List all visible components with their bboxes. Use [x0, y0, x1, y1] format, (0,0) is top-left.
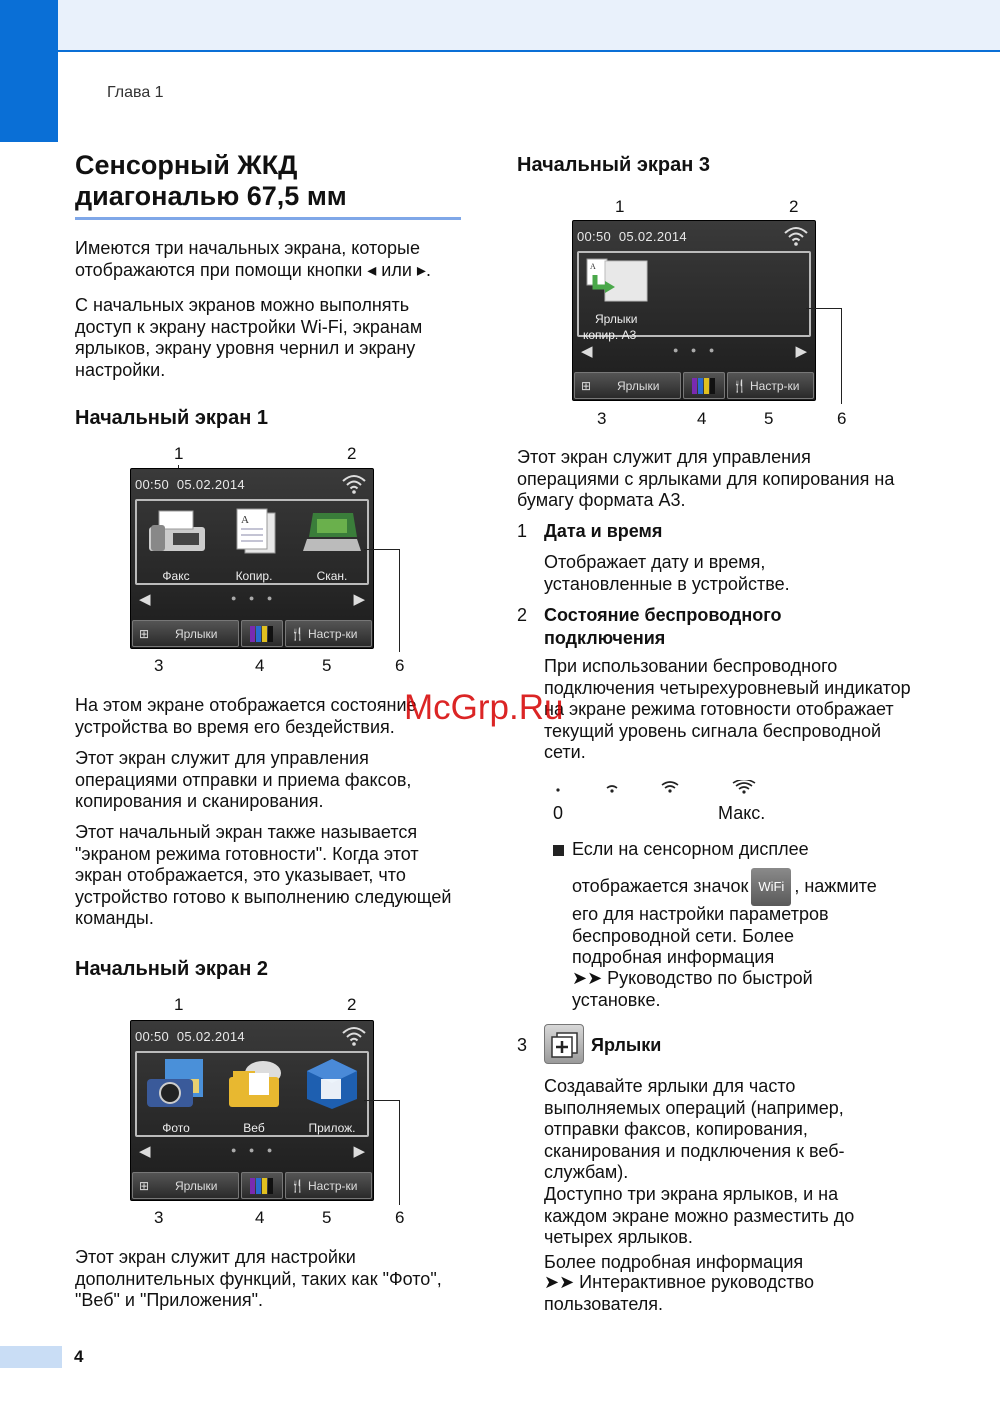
shortcuts-label: Ярлыки [175, 627, 218, 641]
callout-3: 3 [154, 1208, 164, 1227]
plus-icon: ⊞ [139, 627, 150, 641]
lcd-datetime: 00:50 05.02.2014 [135, 477, 245, 492]
fax-icon [141, 505, 211, 559]
photo-tile[interactable] [139, 1057, 213, 1135]
item3-ref: ➤➤ Интерактивное руководство пользователя. [544, 1272, 815, 1314]
tools-icon: 🍴 [290, 1179, 305, 1193]
scan-tile[interactable] [295, 505, 369, 583]
settings-label: Настр-ки [308, 627, 358, 641]
lcd-home-screen-1 [130, 468, 374, 649]
leader-line [806, 308, 842, 309]
fax-label: Факс [162, 569, 190, 583]
bullet-rest: его для настройки параметров беспроводной сети. Более подробная информация [572, 904, 829, 967]
wifi-badge-icon[interactable]: WiFi [751, 868, 791, 906]
shortcuts-plus-icon [544, 1024, 584, 1064]
leader-line [841, 308, 842, 404]
signal-levels-legend [550, 780, 780, 800]
shortcuts-label: Ярлыки [175, 1179, 218, 1193]
section-title-line1: Сенсорный ЖКД [75, 150, 298, 180]
shortcuts-button[interactable] [132, 1172, 239, 1199]
callout-5: 5 [322, 1208, 332, 1227]
tools-icon: 🍴 [732, 379, 747, 393]
item1-title: Дата и время [544, 521, 663, 541]
item3-text-2: Доступно три экрана ярлыков, и на каждом экране можно разместить до четырех ярлыков. [544, 1184, 855, 1247]
ink-level-icon [692, 378, 718, 394]
signal-0-icon [556, 788, 559, 791]
chapter-label: Глава 1 [107, 84, 164, 101]
item2-text: При использовании беспроводного подключения четырехуровневый индикатор на экране режима готовности отображает текущий уровень сигнала беспроводной сети. [544, 656, 911, 762]
shortcuts-button[interactable] [574, 372, 681, 399]
leader-line [364, 549, 400, 550]
web-tile[interactable] [217, 1057, 291, 1135]
copy-tile[interactable] [217, 505, 291, 583]
settings-button[interactable] [285, 1172, 372, 1199]
screen3-desc: Этот экран служит для управления операциями с ярлыками для копирования на бумагу формата A3. [517, 447, 895, 510]
item3-title: Ярлыки [591, 1035, 662, 1055]
item3-text-1: Создавайте ярлыки для часто выполняемых операций (например, отправки факсов, копирования, сканирования и подключения к веб-службам). [544, 1076, 845, 1182]
photo-label: Фото [162, 1121, 190, 1135]
a3-copy-label [581, 311, 661, 343]
watermark: McGrp.Ru [404, 688, 564, 727]
screen2-desc: Этот экран служит для настройки дополнительных функций, таких как "Фото", "Веб" и "Приложения". [75, 1247, 442, 1310]
settings-label: Настр-ки [308, 1179, 358, 1193]
settings-button[interactable] [285, 620, 372, 647]
plus-icon: ⊞ [581, 379, 592, 393]
shortcuts-label: Ярлыки [617, 379, 660, 393]
page-nav [131, 1142, 373, 1160]
wifi-signal-icon[interactable] [341, 1025, 367, 1050]
section-title [75, 150, 461, 212]
header-band [58, 0, 1000, 52]
signal-min-label: 0 [553, 803, 564, 823]
app-panel [577, 251, 811, 342]
item2-title [544, 605, 904, 649]
leader-line [399, 1100, 400, 1205]
callout-2: 2 [789, 197, 799, 216]
prev-arrow-icon[interactable]: ◀ [581, 343, 593, 360]
item1-text: Отображает дату и время, установленные в устройстве. [544, 552, 790, 594]
callout-3: 3 [154, 656, 164, 675]
leader-line [364, 1100, 400, 1101]
section-title-line2: диагональю 67,5 мм [75, 181, 347, 211]
page-dots: ● ● ● [673, 345, 720, 355]
screen1-heading: Начальный экран 1 [75, 407, 268, 429]
lcd-datetime: 00:50 05.02.2014 [577, 229, 687, 244]
callout-1: 1 [174, 444, 184, 463]
item3-text-3: Более подробная информация [544, 1252, 804, 1272]
callout-4: 4 [255, 656, 265, 675]
ink-button[interactable] [241, 1172, 283, 1199]
apps-tile[interactable] [295, 1057, 369, 1135]
bullet-pre: отображается значок [572, 876, 749, 896]
item1-number: 1 [517, 521, 528, 541]
bullet-post: , нажмите [794, 876, 877, 896]
screen2-heading: Начальный экран 2 [75, 958, 268, 980]
apps-cube-icon [297, 1057, 367, 1111]
page-number: 4 [74, 1347, 84, 1366]
ink-level-icon [250, 1178, 276, 1194]
callout-5: 5 [322, 656, 332, 675]
signal-max-label: Макс. [718, 803, 766, 823]
intro-paragraph-2: С начальных экранов можно выполнять доступ к экрану настройки Wi-Fi, экранам ярлыков, экрану уровня чернил и экрану настройки. [75, 295, 423, 380]
leader-line [399, 549, 400, 652]
prev-arrow-icon[interactable]: ◀ [139, 1143, 151, 1160]
copy-icon [219, 505, 289, 559]
svg-text:A: A [241, 514, 249, 526]
callout-6: 6 [837, 409, 847, 428]
app-panel [135, 1051, 369, 1137]
a3-copy-icon [581, 257, 651, 303]
camera-icon [141, 1057, 211, 1111]
ink-button[interactable] [241, 620, 283, 647]
next-arrow-icon[interactable]: ▶ [353, 591, 365, 608]
callout-2: 2 [347, 444, 357, 463]
scan-label: Скан. [316, 569, 348, 583]
callout-3: 3 [597, 409, 607, 428]
tools-icon: 🍴 [290, 627, 305, 641]
callout-6: 6 [395, 656, 405, 675]
wifi-signal-icon[interactable] [783, 225, 809, 250]
item2-title-line1: Состояние беспроводного [544, 605, 782, 625]
title-underline [75, 217, 461, 220]
page-nav [573, 342, 815, 360]
ink-level-icon [250, 626, 276, 642]
callout-5: 5 [764, 409, 774, 428]
bullet-line1: Если на сенсорном дисплее [572, 839, 809, 859]
bullet-square [553, 843, 572, 861]
plus-icon: ⊞ [139, 1179, 150, 1193]
settings-button[interactable] [727, 372, 814, 399]
screen1-desc-1: На этом экране отображается состояние устройства во время его бездействия. [75, 695, 417, 737]
svg-text:A: A [590, 262, 596, 271]
callout-2: 2 [347, 995, 357, 1014]
a3-copy-label-line1: Ярлыки [595, 312, 638, 326]
prev-arrow-icon[interactable]: ◀ [139, 591, 151, 608]
apps-label: Прилож. [308, 1121, 356, 1135]
callout-6: 6 [395, 1208, 405, 1227]
screen1-desc-2: Этот экран служит для управления операциями отправки и приема факсов, копирования и сканирования. [75, 748, 412, 811]
next-arrow-icon[interactable]: ▶ [795, 343, 807, 360]
screen3-heading: Начальный экран 3 [517, 154, 710, 176]
shortcuts-button[interactable] [132, 620, 239, 647]
a3-copy-shortcut-tile[interactable] [581, 257, 661, 342]
bullet-line2 [572, 866, 912, 906]
callout-1: 1 [615, 197, 625, 216]
app-panel [135, 499, 369, 585]
bullet-ref: ➤➤ Руководство по быстрой установке. [572, 968, 813, 1010]
signal-max-icon [733, 780, 755, 794]
page-nav [131, 590, 373, 608]
intro-paragraph-1: Имеются три начальных экрана, которые отображаются при помощи кнопки ◂ или ▸. [75, 238, 431, 280]
item2-number: 2 [517, 605, 528, 625]
callout-4: 4 [255, 1208, 265, 1227]
screen1-desc-3: Этот начальный экран также называется "экраном режима готовности". Когда этот экран отображается, это указывает, что устройство готово к выполнению следующей команды. [75, 822, 452, 928]
signal-2-icon [662, 782, 678, 793]
callout-4: 4 [697, 409, 707, 428]
wifi-signal-icon[interactable] [341, 473, 367, 498]
scanner-icon [297, 505, 367, 559]
page-dots: ● ● ● [231, 1145, 278, 1155]
settings-label: Настр-ки [750, 379, 800, 393]
callout-1: 1 [174, 995, 184, 1014]
lcd-datetime: 00:50 05.02.2014 [135, 1029, 245, 1044]
copy-label: Копир. [235, 569, 273, 583]
web-label: Веб [243, 1121, 265, 1135]
lcd-home-screen-2 [130, 1020, 374, 1201]
web-folder-icon [219, 1057, 289, 1111]
chapter-color-tab [0, 0, 58, 142]
item3-number: 3 [517, 1035, 528, 1055]
signal-1-icon [607, 786, 617, 793]
page-dots: ● ● ● [231, 593, 278, 603]
item2-title-line2: подключения [544, 627, 666, 648]
ink-button[interactable] [683, 372, 725, 399]
footer-color-bar [0, 1346, 62, 1368]
lcd-home-screen-3 [572, 220, 816, 401]
a3-copy-label-line2: копир. А3 [583, 328, 637, 342]
fax-tile[interactable] [139, 505, 213, 583]
next-arrow-icon[interactable]: ▶ [353, 1143, 365, 1160]
